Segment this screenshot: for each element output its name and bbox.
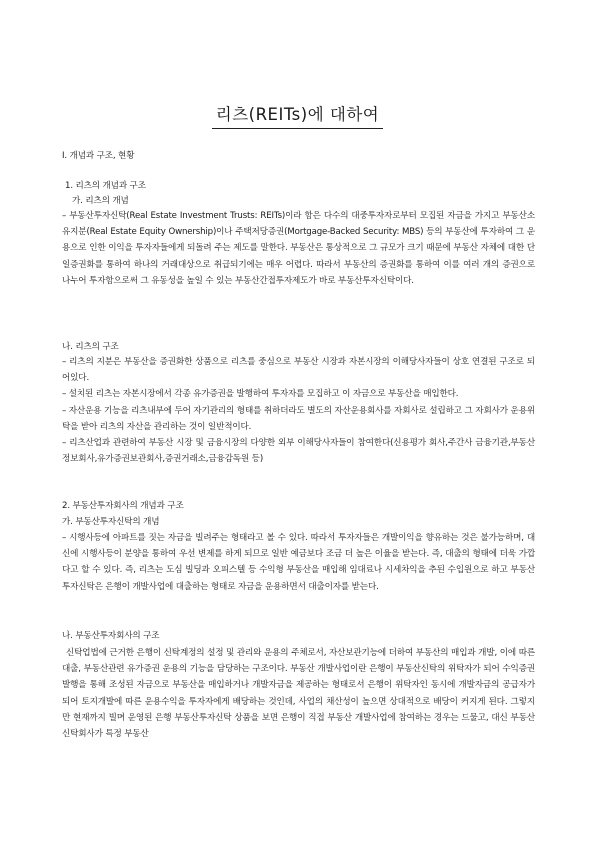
subsection-title-na: 나. 리츠의 구조	[62, 342, 119, 352]
list-item: – 자산운용 기능을 리츠내부에 두어 자기관리의 형태를 취하더라도 별도의 자산운용회사를 자회사로 설립하고 그 자회사가 운용위탁을 받아 리츠의 자산을 관리하는 것이 일반적이다.	[62, 405, 535, 432]
paragraph-reits-concept: – 부동산투자신탁(Real Estate Investment Trusts: REITs)이라 함은 다수의 대중투자자로부터 모집된 자금을 가지고 부동산소유지분(Real Estate Equity Ownership)이나 주택저당증권(Mortgage-Backed Security: MBS) 등의 부동산에 투자하여 그 운용으로 인한 이익을 투자자들에게 되돌려 주는 제도를 말한다. 부동산은 통상적으로 그 규모가 크기 때문에 부동산 자체에 대한 단일증권화를 통하여 하나의 거래대상으로 취급되기에는 매우 어렵다. 따라서 부동산의 증권화를 통하여 이를 여러 개의 증권으로 나누어 투자함으로써 그 유동성을 높일 수 있는 부동산간접투자제도가 바로 부동산투자신탁이다.	[62, 211, 535, 286]
subsection-title-ga: 가. 부동산투자신탁의 개념	[62, 517, 160, 527]
document-title: 리츠(REITs)에 대하여	[212, 101, 383, 129]
list-item: – 리츠의 지분은 부동산을 증권화한 상품으로 리츠를 중심으로 부동산 시장과 자본시장의 이해당사자들이 상호 연결된 구조로 되어있다.	[62, 357, 535, 384]
paragraph-company-structure: 신탁업법에 근거한 은행이 신탁계정의 설정 및 관리와 운용의 주체로서, 자산보관기능에 더하여 부동산의 매입과 개발, 이에 따른 대출, 부동산관련 유가증권 운용의 기능을 담당하는 구조이다. 부동산 개발사업이란 은행이 부동산신탁의 위탁자가 되어 수익증권 발행을 통해 조성된 자금으로 부동산을 매입하거나 개발자금을 제공하는 형태로서 은행이 위탁자인 동시에 개발자금의 공급자가 되어 토지개발에 따른 운용수익을 투자자에게 배당하는 것인데, 사업의 채산성이 높으면 상대적으로 배당이 커지게 된다. 그렇지만 현재까지 빌며 운영된 은행 부동산투자신탁 상품을 보면 은행이 직접 부동산 개발사업에 참여하는 경우는 드물고, 대신 부동산신탁회사가 특정 부동산	[62, 648, 535, 740]
section-heading: Ⅰ. 개념과 구조, 현황	[62, 151, 135, 161]
subsection-title-ga: 가. 리츠의 개념	[72, 196, 129, 206]
title-container	[0, 101, 595, 129]
subsection-title-na: 나. 부동산투자회사의 구조	[62, 631, 160, 641]
list-item: – 설치된 리츠는 자본시장에서 각종 유가증권을 발행하여 투자자를 모집하고 이 자금으로 부동산을 매입한다.	[62, 389, 459, 400]
subsection-heading: 1. 리츠의 개념과 구조	[65, 181, 146, 191]
paragraph-trust-concept: – 시행사등에 아파트를 짓는 자금을 빌려주는 형태라고 볼 수 있다. 따라서 투자자들은 개발이익을 향유하는 것은 불가능하며, 대신에 시행사등이 분양을 통하여 우선 변제를 하게 되므로 일반 예금보다 조금 더 높은 이율을 받는다. 즉, 대출의 형태에 더욱 가깝다고 할 수 있다. 즉, 리츠는 도심 빌딩과 오피스텔 등 수익형 부동산을 매입해 임대료나 시세차익을 추된 수입원으로 하고 부동산투자신탁은 은행이 개발사업에 대출하는 형태로 자금을 운용하면서 대출이자를 받는다.	[62, 533, 535, 592]
subsection-heading: 2. 부동산투자회사의 개념과 구조	[62, 501, 184, 511]
list-item: – 리츠산업과 관련하여 부동산 시장 및 금융시장의 다양한 외부 이해당사자들이 참여한다(신용평가 회사,주간사 금융기관,부동산정보회사,유가증권보관회사,증권거래소,금융감독원 등)	[62, 438, 535, 465]
reits-structure-list	[62, 354, 535, 467]
